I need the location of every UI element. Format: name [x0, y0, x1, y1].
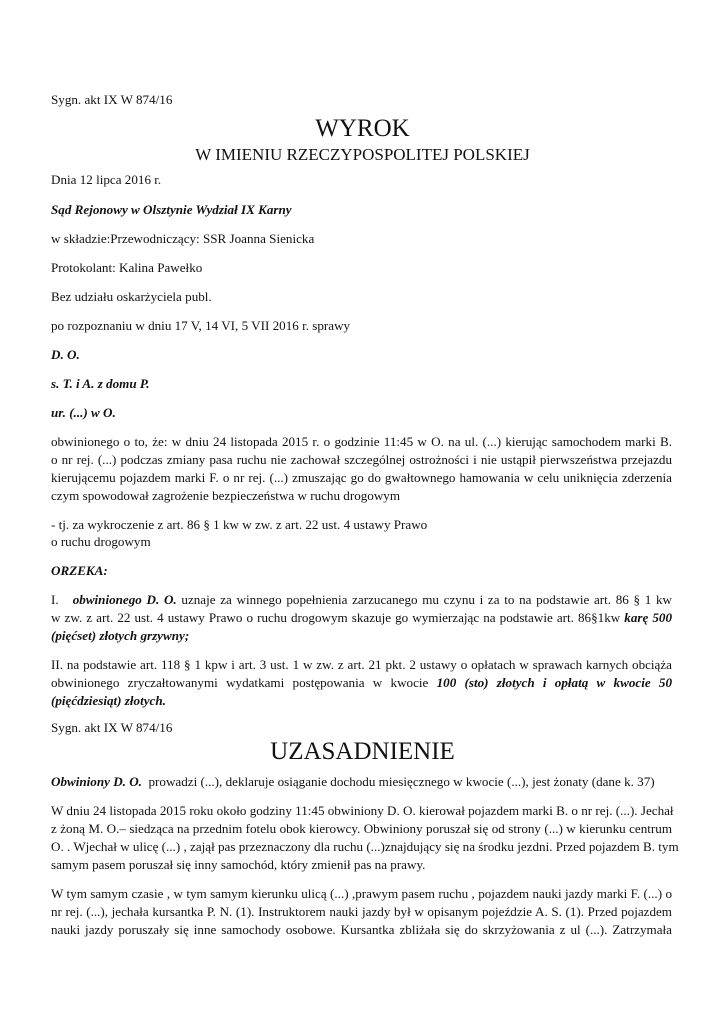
case-number-top: Sygn. akt IX W 874/16 [51, 92, 173, 107]
court-clerk: Protokolant: Kalina Pawełko [51, 260, 203, 275]
point-text: uznaje za winnego popełnienia zarzucanego mu czynu i za to na podstawie art. 86 § 1 kw [181, 592, 672, 607]
justification-p3-line: nauki jazdy poruszały się inne samochody osobowe. Kursantka zbliżała się do skrzyżowania z ul (...). Zatrzymała [51, 922, 672, 937]
costs-words: (pięćdziesiąt) złotych. [51, 693, 166, 708]
justification-p2-line: z żoną M. O.– siedząca na przednim fotelu obok kierowcy. Obwiniony poruszał się od strony (...) w kierunku centrum [51, 821, 672, 836]
defendant-name: D. O. [51, 347, 80, 362]
defendant-birth: ur. (...) w O. [51, 405, 116, 420]
justification-title: UZASADNIENIE [270, 738, 455, 765]
point-text: obwinionego zryczałtowanymi wydatkami postępowania w kwocie [51, 675, 429, 690]
verdict-title: WYROK [315, 115, 410, 142]
charge-line: czym spowodował zagrożenie bezpieczeństwa w ruchu drogowym [51, 488, 401, 503]
verdict-point-1-line-1 [51, 591, 672, 608]
defendant-ref: Obwiniony D. O. [51, 774, 142, 789]
justification-p3-line: nr rej. (...), jechała kursantka P. N. (1). Instruktorem nauki jazdy był w opisanym pojeździe A. S. (1). Przed pojazdem [51, 904, 672, 919]
verdict-point-1-line-2 [51, 609, 672, 626]
penalty-amount: karę 500 [624, 610, 672, 625]
court-name: Sąd Rejonowy w Olsztynie Wydział IX Karny [51, 202, 292, 217]
prosecutor-note: Bez udziału oskarżyciela publ. [51, 289, 212, 304]
legal-basis-line: o ruchu drogowym [51, 534, 151, 549]
justification-p3-line: W tym samym czasie , w tym samym kierunku ulicą (...) ,prawym pasem ruchu , pojazdem nauki jazdy marki F. (...) o [51, 886, 672, 901]
verdict-point-2-line-2 [51, 674, 672, 691]
legal-basis-line: - tj. za wykroczenie z art. 86 § 1 kw w zw. z art. 22 ust. 4 ustawy Prawo [51, 517, 428, 532]
charge-line: obwinionego o to, że: w dniu 24 listopada 2015 r. o godzinie 11:45 w O. na ul. (...) kierując samochodem marki B. [51, 434, 672, 449]
justification-p2-line: samym pasem poruszał się inny samochód, który zmienił pas na prawy. [51, 857, 426, 872]
justification-p1 [51, 773, 672, 790]
penalty-words: (pięćset) złotych grzywny; [51, 628, 190, 643]
hearing-dates: po rozpoznaniu w dniu 17 V, 14 VI, 5 VII 2016 r. sprawy [51, 318, 351, 333]
charge-line: kierującemu pojazdem marki F. o nr rej. (...) zmuszając go do gwałtownego hamowania w celu uniknięcia zderzenia [51, 470, 672, 485]
defendant-ref: obwinionego D. O. [72, 592, 177, 607]
verdict-subtitle: W IMIENIU RZECZYPOSPOLITEJ POLSKIEJ [195, 145, 530, 164]
verdict-heading: ORZEKA: [51, 563, 108, 578]
justification-p2-line: O. . Wjechał w ulicę (...) , zajął pas przeznaczony dla ruchu (...)znajdujący się na środku jezdni. Przed pojazdem B. tym [51, 839, 679, 854]
paragraph-text: prowadzi (...), deklaruje osiąganie dochodu miesięcznego w kwocie (...), jest żonaty (dane k. 37) [148, 774, 655, 789]
point-text: w zw. z art. 22 ust. 4 ustawy Prawo o ruchu drogowym skazuje go wymierzając na podstawie art. 86§1kw [51, 610, 621, 625]
case-number-justification: Sygn. akt IX W 874/16 [51, 720, 173, 735]
verdict-date: Dnia 12 lipca 2016 r. [51, 172, 162, 187]
charge-line: o nr rej. (...) podczas zmiany pasa ruchu nie zachował szczególnej ostrożności i nie ustąpił pierwszeństwa przejazdu [51, 452, 672, 467]
costs-amount: 100 (sto) złotych i opłatą w kwocie 50 [436, 675, 673, 690]
verdict-point-2-line-1: II. na podstawie art. 118 § 1 kpw i art. 3 ust. 1 w zw. z art. 21 pkt. 2 ustawy o opłatach w sprawach karnych obciąża [51, 657, 672, 672]
defendant-parents: s. T. i A. z domu P. [51, 376, 150, 391]
justification-p2-line: W dniu 24 listopada 2015 roku około godziny 11:45 obwiniony D. O. kierował pojazdem marki B. o nr rej. (...). Jechał [51, 803, 674, 818]
point-number: I. [51, 592, 59, 607]
court-composition: w składzie:Przewodniczący: SSR Joanna Sienicka [51, 231, 315, 246]
